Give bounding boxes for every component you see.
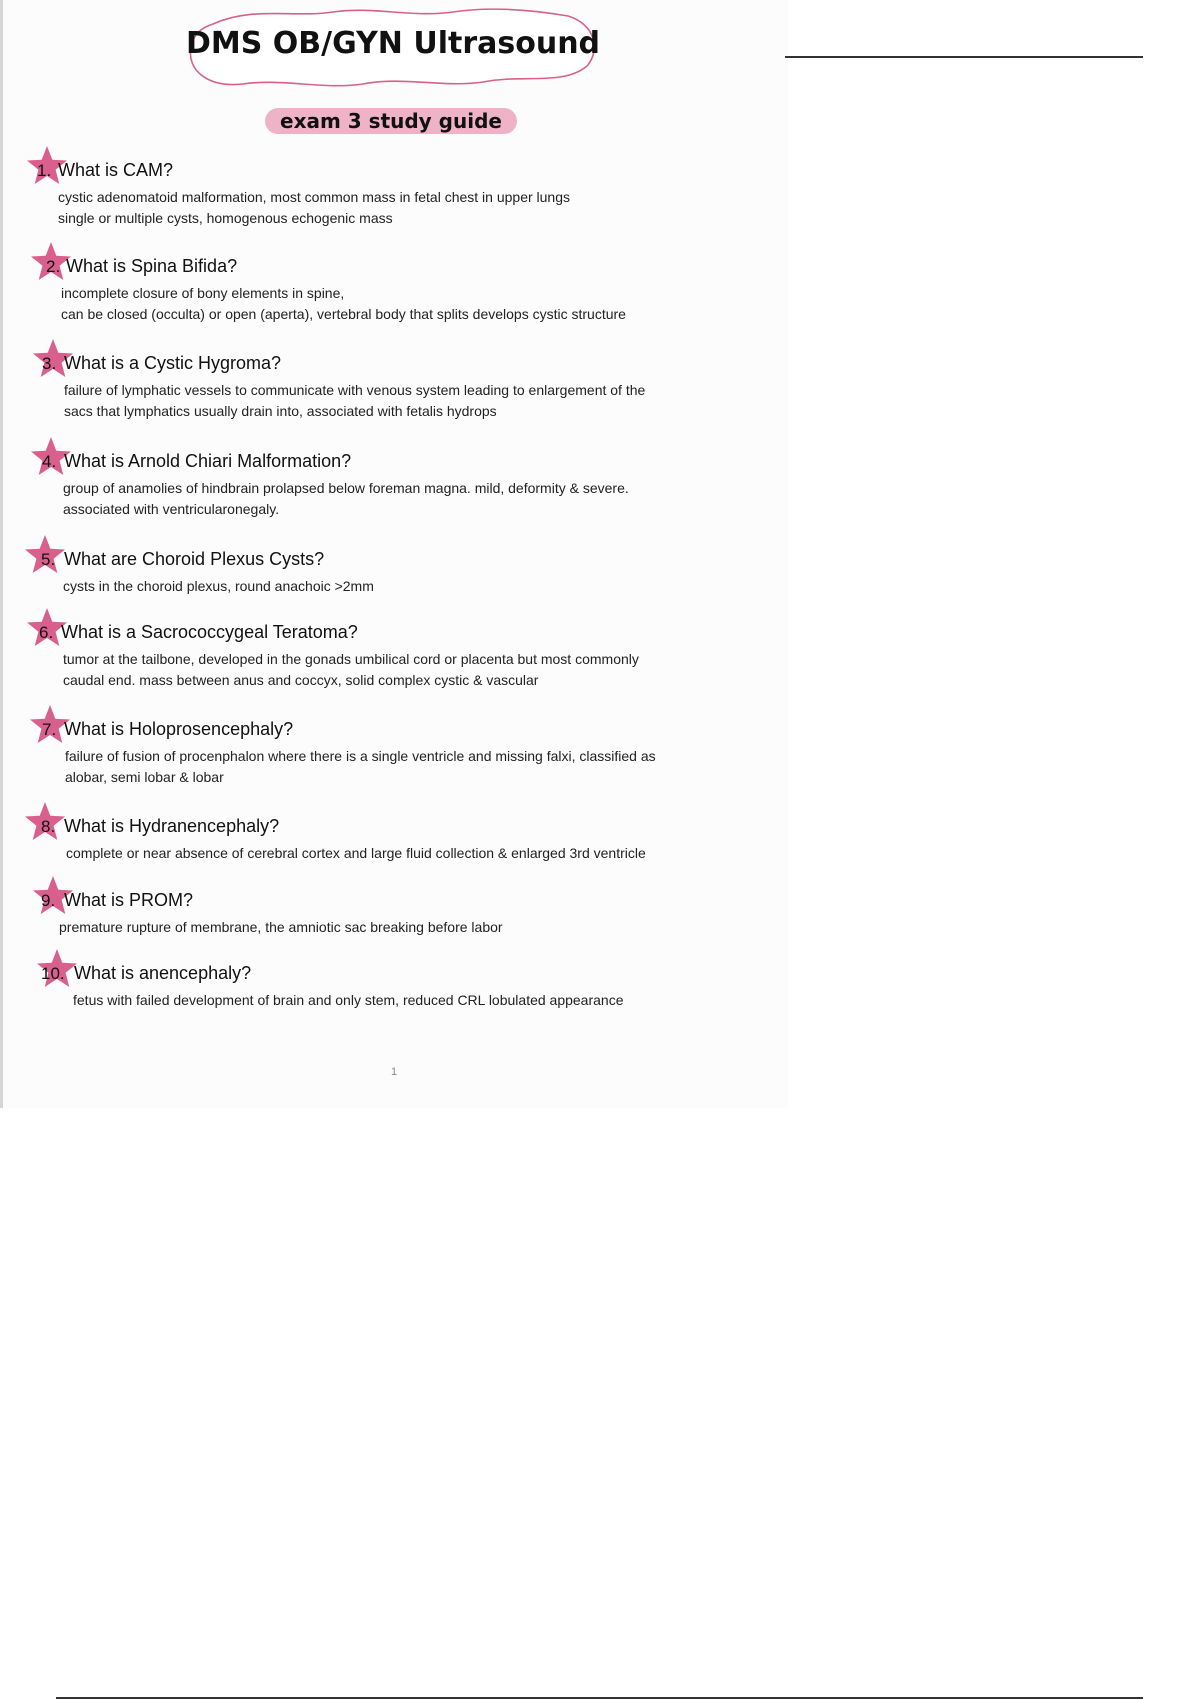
question-text: What is Spina Bifida?: [66, 256, 238, 276]
question-number: 8.: [41, 817, 56, 836]
answer-text: [63, 478, 629, 520]
bottom-rule: [56, 1697, 1143, 1699]
answer-text: [73, 990, 624, 1011]
answer-text: [65, 746, 656, 788]
question-text: What is Arnold Chiari Malformation?: [64, 451, 352, 471]
answer-line: tumor at the tailbone, developed in the gonads umbilical cord or placenta but most commonly: [63, 651, 639, 667]
answer-text: [63, 576, 374, 597]
answer-line: failure of lymphatic vessels to communicate with venous system leading to enlargement of the: [64, 382, 646, 398]
document-page: [3, 0, 788, 1108]
answer-line: premature rupture of membrane, the amniotic sac breaking before labor: [59, 919, 503, 935]
question-text: What is a Cystic Hygroma?: [64, 353, 282, 373]
answer-line: group of anamolies of hindbrain prolapsed below foreman magna. mild, deformity & severe.: [63, 480, 629, 496]
answer-line: cystic adenomatoid malformation, most common mass in fetal chest in upper lungs: [58, 189, 571, 205]
answer-line: incomplete closure of bony elements in spine,: [61, 285, 345, 301]
top-right-rule: [785, 56, 1143, 58]
question-number: 7.: [42, 720, 57, 739]
answer-line: alobar, semi lobar & lobar: [65, 769, 224, 785]
title-banner: [183, 4, 603, 88]
question-text: What is CAM?: [58, 160, 174, 180]
question-number: 2.: [46, 257, 61, 276]
question-text: What is anencephaly?: [74, 963, 252, 983]
answer-line: caudal end. mass between anus and coccyx, solid complex cystic & vascular: [63, 672, 539, 688]
question-text: What is a Sacrococcygeal Teratoma?: [61, 622, 358, 642]
question-number: 6.: [39, 623, 54, 642]
answer-line: fetus with failed development of brain and only stem, reduced CRL lobulated appearance: [73, 992, 624, 1008]
answer-line: associated with ventricularonegaly.: [63, 501, 280, 517]
answer-line: single or multiple cysts, homogenous echogenic mass: [58, 210, 393, 226]
question-number: 4.: [42, 452, 57, 471]
answer-line: can be closed (occulta) or open (aperta), vertebral body that splits develops cystic structure: [61, 306, 626, 322]
answer-line: cysts in the choroid plexus, round anachoic >2mm: [63, 578, 374, 594]
document-title: DMS OB/GYN Ultrasound: [185, 26, 601, 61]
page-number: 1: [391, 1066, 398, 1078]
document-subtitle: exam 3 study guide: [265, 108, 517, 134]
answer-text: [59, 917, 503, 938]
answer-line: sacs that lymphatics usually drain into, associated with fetalis hydrops: [64, 403, 497, 419]
question-number: 10.: [41, 964, 65, 983]
question-number: 9.: [41, 891, 56, 910]
question-text: What is Holoprosencephaly?: [64, 719, 294, 739]
question-text: What is Hydranencephaly?: [64, 816, 280, 836]
answer-text: [61, 283, 626, 325]
answer-line: failure of fusion of procenphalon where there is a single ventricle and missing falxi, classified as: [65, 748, 656, 764]
question-text: What are Choroid Plexus Cysts?: [64, 549, 325, 569]
answer-line: complete or near absence of cerebral cortex and large fluid collection & enlarged 3rd ventricle: [66, 845, 646, 861]
answer-text: [64, 380, 645, 422]
answer-text: [58, 187, 570, 229]
answer-text: [63, 649, 639, 691]
question-text: What is PROM?: [64, 890, 194, 910]
question-number: 1.: [37, 161, 52, 180]
answer-text: [66, 843, 646, 864]
question-number: 5.: [41, 550, 56, 569]
question-number: 3.: [42, 354, 57, 373]
